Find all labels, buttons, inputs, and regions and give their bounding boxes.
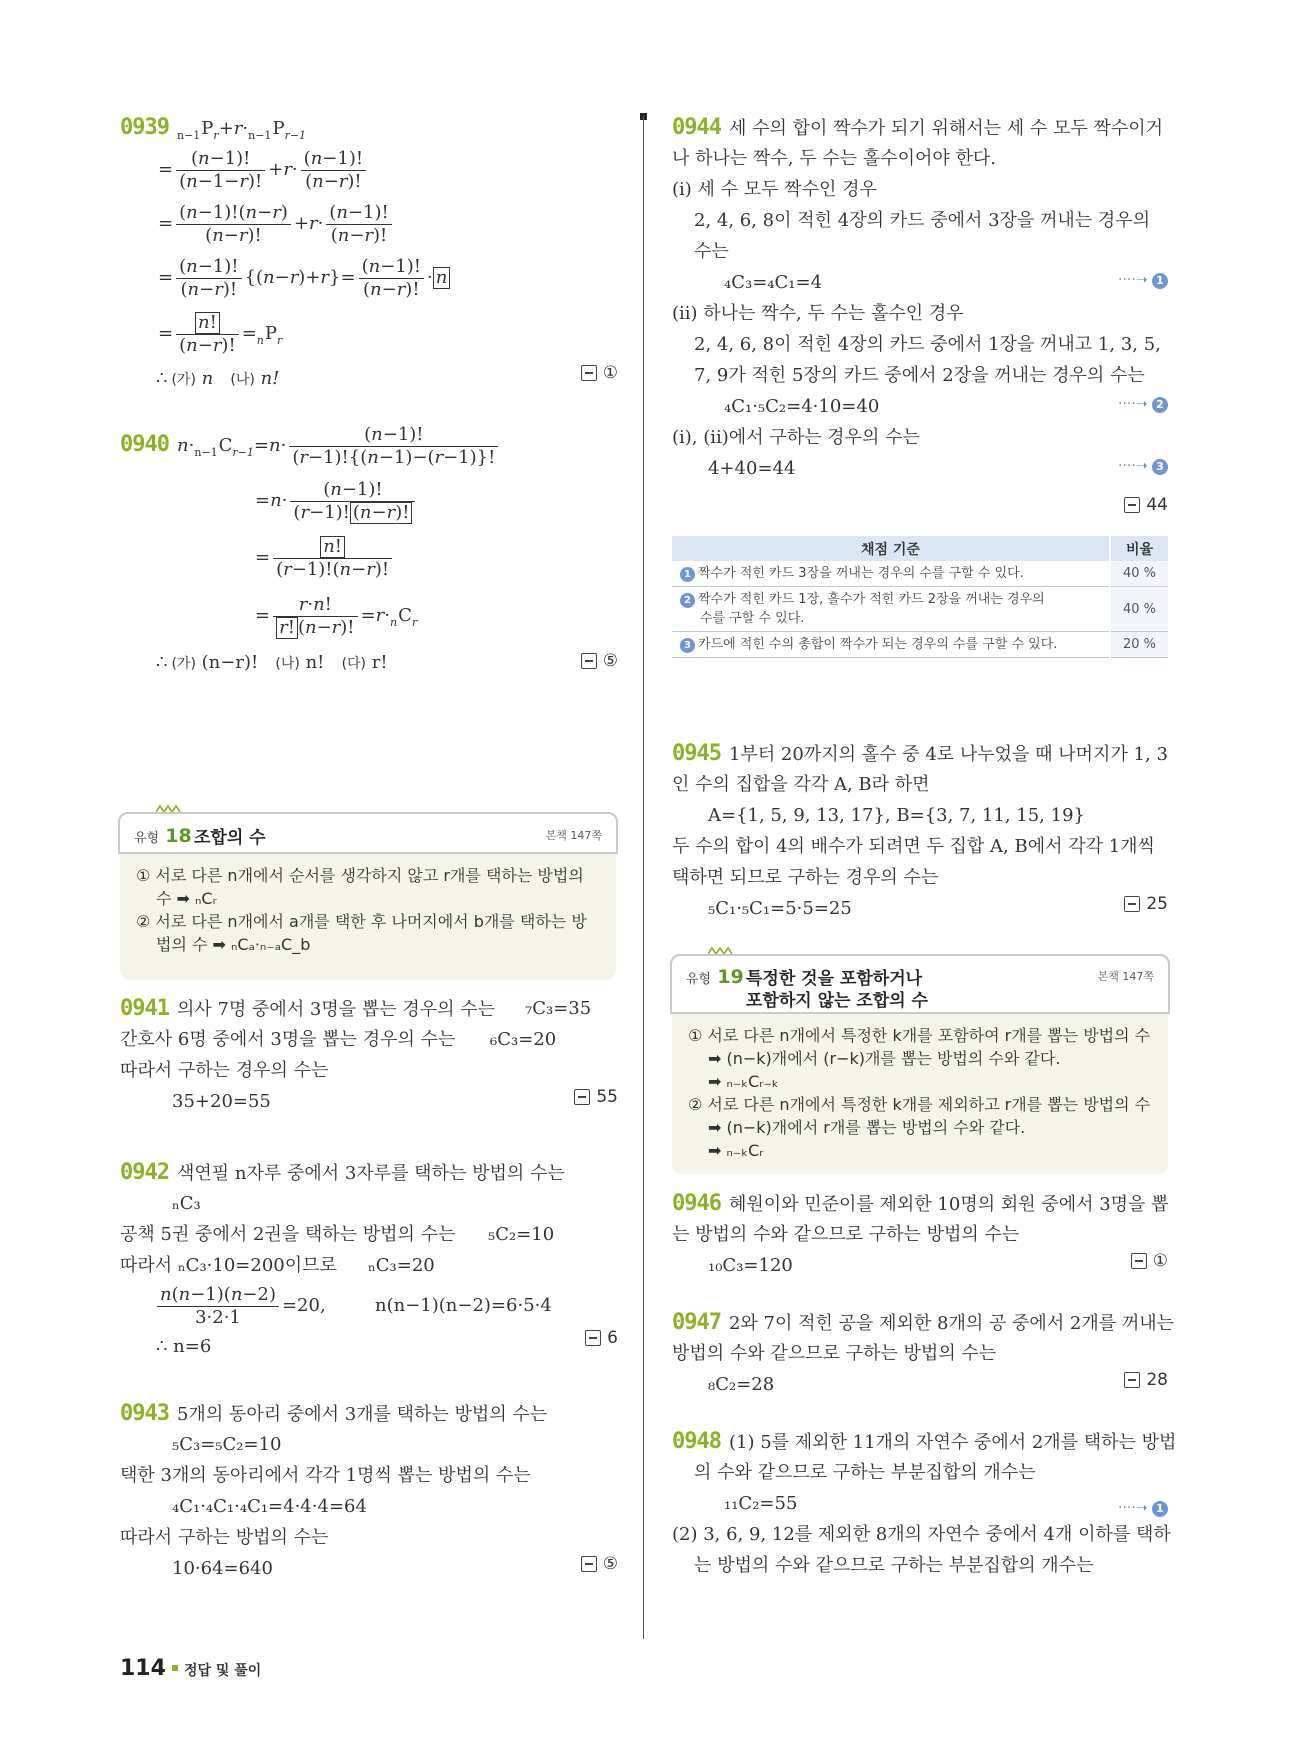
eq-step-3: = $\frac{n!}{(r-1)!(n-r)!}$ bbox=[120, 529, 618, 587]
column-divider bbox=[643, 116, 644, 1639]
problem-0943: 0943 5개의 동아리 중에서 3개를 택하는 방법의 수는 ₅C₃=₅C₂=10 택한 3개의 동아리에서 각각 1명씩 뽑는 방법의 수는 ₄C₁·₄C₁·₄C₁=4·4·4=64 따라서 구하는 방법의 수는 10·64=640 ⑤ bbox=[120, 1401, 618, 1579]
page-number: 114 bbox=[120, 1656, 166, 1681]
problem-0946: 0946 혜원이와 민준이를 제외한 10명의 회원 중에서 3명을 뽑 는 방법의 수와 같으므로 구하는 방법의 수는 ₁₀C₃=120 ① bbox=[672, 1191, 1169, 1276]
marker-1: ····➝ 1 bbox=[1118, 1500, 1168, 1517]
problem-0944: 0944 세 수의 합이 짝수가 되기 위해서는 세 수 모두 짝수이거 나 하나는 짝수, 두 수는 홀수이어야 한다. (ⅰ) 세 수 모두 짝수인 경우 2, 4, 6, 8이 적힌 4장의 카드 중에서 3장을 꺼내는 경우의 수는 ₄C₃=₄C₁=4 (ⅱ) 하나는 짝수, 두 수는 홀수인 경우 2, 4, 6, 8이 적힌 4장의 카드 중에서 1장을 꺼내고 1, 3, 5, 7, 9가 적힌 5장의 카드 중에서 2장을 꺼내는 경우의 수는 ₄C₁·₅C₂=4·10=40 (ⅰ), (ⅱ)에서 구하는 경우의 수는 4+40=44 ····➝ 1 ····➝ 2 ····➝ 3 44 bbox=[672, 115, 1168, 515]
grading-row: 3 카드에 적힌 수의 총합이 짝수가 되는 경우의 수를 구할 수 있다. 20 % bbox=[672, 632, 1168, 658]
grading-header: 채점 기준 비율 bbox=[672, 536, 1168, 561]
problem-0941: 0941 의사 7명 중에서 3명을 뽑는 경우의 수는 ₇C₃=35 간호사 6명 중에서 3명을 뽑는 경우의 수는 ₆C₃=20 따라서 구하는 경우의 수는 35+20=55 55 bbox=[120, 996, 618, 1112]
grading-table bbox=[672, 536, 1168, 658]
answer-0947: 28 bbox=[1124, 1369, 1168, 1390]
square-icon bbox=[172, 1665, 178, 1671]
book-reference: 본책 147쪽 bbox=[545, 829, 602, 842]
answer-icon bbox=[1124, 497, 1140, 513]
eq-step-2: = $\frac{(n-1)!(n-r)}{(n-r)!}$ +r· $\frac{(n-1)!}{(n-r)!}$ bbox=[120, 197, 618, 251]
section-title: 정답 및 풀이 bbox=[183, 1663, 262, 1679]
eq-step-1: 0940 $n\cdot_{n-1}C_{r-1}=n\cdot$ $\frac{(n-1)!}{(r-1)!\{(n-1)-(r-1)\}!}$ bbox=[120, 417, 618, 473]
eq-step-2: =n· $\frac{(n-1)!}{(r-1)! (n-r)!}$ bbox=[120, 473, 618, 529]
eq-line: $\frac{n(n-1)(n-2)}{3\cdot 2\cdot 1}$ =20, n(n−1)(n−2)=6·5·4 bbox=[120, 1281, 618, 1331]
answer-0944: 44 bbox=[1124, 494, 1168, 515]
answer-0942: 6 bbox=[585, 1327, 618, 1348]
eq-step-4: = $\frac{n!}{(n-r)!}$ $=_nP_r$ bbox=[158, 311, 283, 356]
answer-0941: 55 bbox=[574, 1086, 618, 1107]
answer-icon bbox=[1124, 1372, 1140, 1388]
grading-row: 1 짝수가 적힌 카드 3장을 꺼내는 경우의 수를 구할 수 있다. 40 % bbox=[672, 561, 1168, 587]
type-19-box bbox=[672, 956, 1168, 1174]
problem-0947: 0947 2와 7이 적힌 공을 제외한 8개의 공 중에서 2개를 꺼내는 방법의 수와 같으므로 구하는 방법의 수는 ₈C₂=28 28 bbox=[672, 1310, 1175, 1395]
answer-icon bbox=[581, 365, 597, 381]
type-title: 특정한 것을 포함하거나 bbox=[746, 969, 923, 989]
eq-step-4: = $\frac{r\cdot n!}{r! (n-r)!}$ $=r\cdot_nC_r$ bbox=[255, 593, 418, 638]
answer-icon bbox=[585, 1330, 601, 1346]
eq-step-1: = $\frac{(n-1)!}{(n-1-r)!}$ +r· $\frac{(n-1)!}{(n-r)!}$ bbox=[120, 143, 618, 197]
answer-icon bbox=[574, 1089, 590, 1105]
problem-0940 bbox=[120, 417, 618, 678]
type-title-2: 포함하지 않는 조합의 수 bbox=[746, 991, 928, 1011]
conclusion: ∴ (가) (n−r)! (나) n! (다) r! bbox=[156, 652, 388, 673]
answer-icon bbox=[1131, 1253, 1147, 1269]
type-19-body: ① 서로 다른 n개에서 특정한 k개를 포함하여 r개를 뽑는 방법의 수 ➡ (n−k)개에서 (r−k)개를 뽑는 방법의 수와 같다. ➡ ₙ₋ₖCᵣ₋ₖ ② 서로 다른 n개에서 특정한 k개를 제외하고 r개를 뽑는 방법의 수 ➡ (n−k)개에서 r개를 뽑는 방법의 수와 같다. ➡ ₙ₋ₖCᵣ bbox=[688, 1026, 1151, 1160]
type-18-header: 유형 18 조합의 수 본책 147쪽 bbox=[118, 812, 618, 854]
type-19-header: 유형 19 특정한 것을 포함하거나 포함하지 않는 조합의 수 본책 147쪽 bbox=[670, 954, 1170, 1014]
page-footer bbox=[120, 1656, 261, 1681]
answer-0946: ① bbox=[1131, 1250, 1168, 1271]
answer-0943: ⑤ bbox=[581, 1553, 618, 1574]
problem-0942: 0942 색연필 n자루 중에서 3자루를 택하는 방법의 수는 ₙC₃ 공책 5권 중에서 2권을 택하는 방법의 수는 ₅C₂=10 따라서 ₙC₃·10=200이므로 ₙC₃=20 $\frac{n(n-1)(n-2)}{3\cdot 2\cdot 1}$ =20, n(n−1)(n−2)=6·5·4 ∴ n=6 6 bbox=[120, 1160, 618, 1357]
type-18-box bbox=[120, 814, 616, 980]
answer-icon bbox=[581, 653, 597, 669]
marker-3: ····➝ 3 bbox=[1118, 458, 1168, 475]
grading-row: 2 짝수가 적힌 카드 1장, 홀수가 적힌 카드 2장을 꺼내는 경우의 수를 구할 수 있다. 40 % bbox=[672, 587, 1168, 632]
book-reference: 본책 147쪽 bbox=[1097, 970, 1154, 983]
marker-2: ····➝ 2 bbox=[1118, 396, 1168, 413]
conclusion: ∴ (가) n (나) n! bbox=[156, 368, 280, 389]
answer-icon bbox=[581, 1556, 597, 1572]
problem-0939: 0939 $_{n-1}P_r+r\cdot_{n-1}P_{r-1}$ = $\frac{(n-1)!}{(n-1-r)!}$ +r· $\frac{(n-1)!}{(n-r)!}$ = $\frac{(n-1)!(n-r)}{(n-r)!}$ +r· $\frac{(n-1)!}{(n-r)!}$ = $\frac{(n-1)!}{(n-r)!}$ {(n−r)+r}= $\frac{(n-1)!}{(n-r)!}$ · n = $\frac{n!}{(n-r)!}$ $=_nP_r$ ∴ (가) n (나) n! ① bbox=[120, 112, 618, 394]
marker-1: ····➝ 1 bbox=[1118, 272, 1168, 289]
answer-0939: ① bbox=[581, 362, 618, 383]
type-title: 조합의 수 bbox=[194, 828, 266, 848]
answer-0945: 25 bbox=[1124, 893, 1168, 914]
answer-icon bbox=[1124, 896, 1140, 912]
answer-0940: ⑤ bbox=[581, 650, 618, 671]
problem-0945: 0945 1부터 20까지의 홀수 중 4로 나누었을 때 나머지가 1, 3 인 수의 집합을 각각 A, B라 하면 A={1, 5, 9, 13, 17}, B={3, 7, 11, 15, 19} 두 수의 합이 4의 배수가 되려면 두 집합 A, B에서 각각 1개씩 택하면 되므로 구하는 경우의 수는 ₅C₁·₅C₁=5·5=25 25 bbox=[672, 741, 1168, 919]
type-18-body: ① 서로 다른 n개에서 순서를 생각하지 않고 r개를 택하는 방법의 수 ➡ ₙCᵣ ② 서로 다른 n개에서 a개를 택한 후 나머지에서 b개를 택하는 방 법의 수 ➡ ₙCₐ·ₙ₋ₐC_b bbox=[136, 866, 587, 954]
eq-step-3: = $\frac{(n-1)!}{(n-r)!}$ {(n−r)+r}= $\frac{(n-1)!}{(n-r)!}$ · n bbox=[120, 251, 618, 305]
problem-number: 0939 bbox=[120, 115, 169, 140]
problem-0948: 0948 (1) 5를 제외한 11개의 자연수 중에서 2개를 택하는 방법 의 수와 같으므로 구하는 부분집합의 개수는 ₁₁C₂=55 (2) 3, 6, 9, 12를 제외한 8개의 자연수 중에서 4개 이하를 택하 는 방법의 수와 같으므로 구하는 부분집합의 개수는 ····➝ 1 bbox=[672, 1429, 1177, 1576]
